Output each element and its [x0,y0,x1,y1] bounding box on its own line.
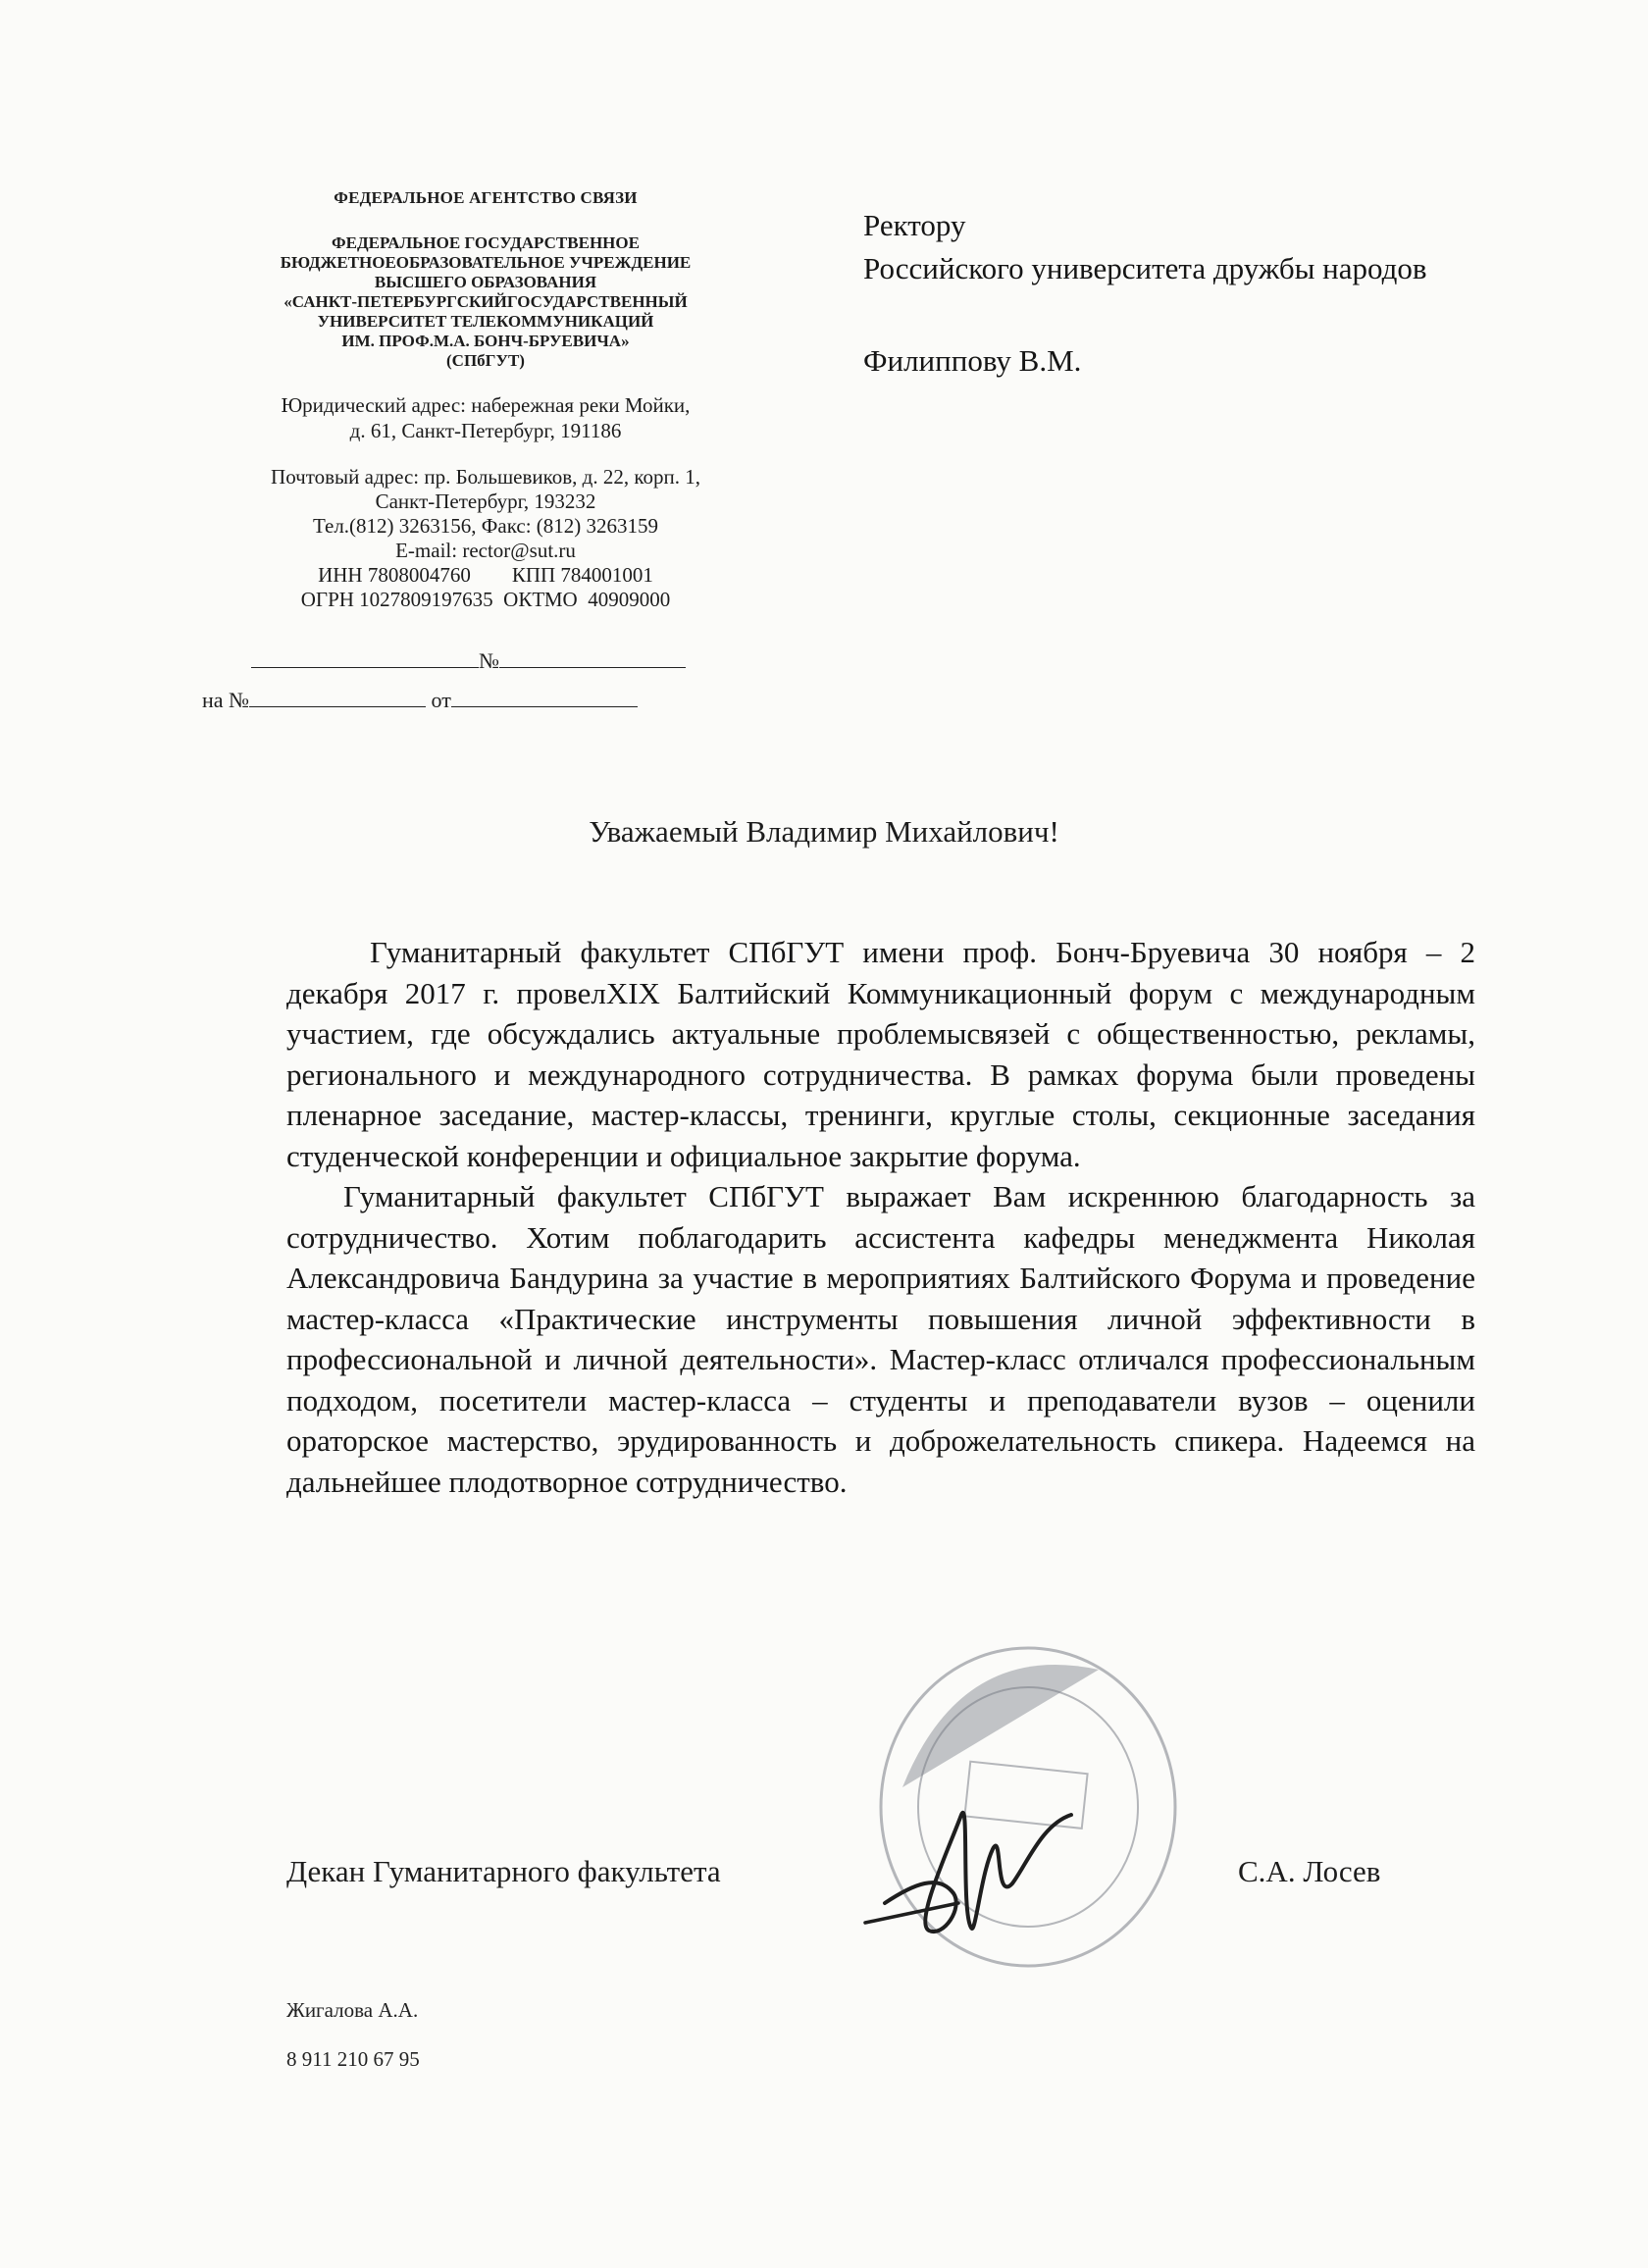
addressee-position: Ректору [863,208,966,242]
signatory-title: Декан Гуманитарного факультета [286,1854,721,1888]
contact-info [286,1985,420,2084]
postal-address [186,465,785,612]
phone-fax: Тел.(812) 3263156, Факс: (812) 3263159 [312,514,659,538]
reference-number-line [202,687,638,713]
letter-body [286,932,1475,1502]
organization-name [186,233,785,371]
addressee-organization: Российского университета дружбы народов [863,251,1427,285]
salutation: Уважаемый Владимир Михайлович! [589,814,1059,849]
inn: ИНН 7808004760 [318,563,471,587]
handwritten-signature [846,1756,1110,1952]
registration-number-line [251,647,686,674]
postal-address-line: Почтовый адрес: пр. Большевиков, д. 22, корп. 1, [271,465,700,489]
org-line: БЮДЖЕТНОЕОБРАЗОВАТЕЛЬНОЕ УЧРЕЖДЕНИЕ [280,253,692,272]
ogrn-oktmo: ОГРН 1027809197635 ОКТМО 40909000 [300,588,671,611]
org-line: (СПбГУТ) [446,351,525,370]
agency-name: ФЕДЕРАЛЬНОЕ АГЕНТСТВО СВЯЗИ [334,188,638,207]
body-paragraph: Гуманитарный факультет СПбГУТ выражает Вам искреннюю благодарность за сотрудничество. Хотим поблагодарить ассистента кафедры менеджмента Николая Александровича Бандурина за участие в мероприятиях Балтийского Форума и проведение мастер-класса «Практические инструменты повышения личной эффективности в профессиональной и личной деятельности». Мастер-класс отличался профессиональным подходом, посетители мастер-класса – студенты и преподаватели вузов – оценили ораторское мастерство, эрудированность и доброжелательность спикера. Надеемся на дальнейшее плодотворное сотрудничество. [286,1179,1475,1499]
email: E-mail: rector@sut.ru [395,539,576,562]
org-line: ИМ. ПРОФ.М.А. БОНЧ-БРУЕВИЧА» [341,332,630,350]
letterhead [186,184,785,612]
ref-number-label: на № [202,688,250,712]
signatory-name: С.А. Лосев [1238,1854,1381,1888]
inn-kpp [186,563,785,588]
ref-from-label: от [431,688,451,712]
contact-name: Жигалова А.А. [286,1998,419,2022]
kpp: КПП 784001001 [511,563,653,587]
legal-address-line: д. 61, Санкт-Петербург, 191186 [349,419,622,442]
legal-address-line: Юридический адрес: набережная реки Мойки, [281,393,691,417]
body-paragraph: Гуманитарный факультет СПбГУТ имени проф. Бонч-Бруевича 30 ноября – 2 декабря 2017 г. провелXIX Балтийский Коммуникационный форум с международным участием, где обсуждались актуальные проблемысвязей с общественностью, рекламы, регионального и международного сотрудничества. В рамках форума были проведены пленарное заседание, мастер-классы, тренинги, круглые столы, секционные заседания студенческой конференции и официальное закрытие форума. [286,935,1475,1173]
postal-address-line: Санкт-Петербург, 193232 [375,490,596,513]
org-line: «САНКТ-ПЕТЕРБУРГСКИЙГОСУДАРСТВЕННЫЙ [283,292,688,311]
addressee-name: Филиппову В.М. [863,343,1082,378]
org-line: ВЫСШЕГО ОБРАЗОВАНИЯ [374,273,597,291]
number-sign: № [479,648,499,673]
contact-phone: 8 911 210 67 95 [286,2047,420,2071]
legal-address [186,392,785,443]
org-line: УНИВЕРСИТЕТ ТЕЛЕКОММУНИКАЦИЙ [317,312,654,331]
addressee [863,204,1427,383]
org-line: ФЕДЕРАЛЬНОЕ ГОСУДАРСТВЕННОЕ [332,233,640,252]
